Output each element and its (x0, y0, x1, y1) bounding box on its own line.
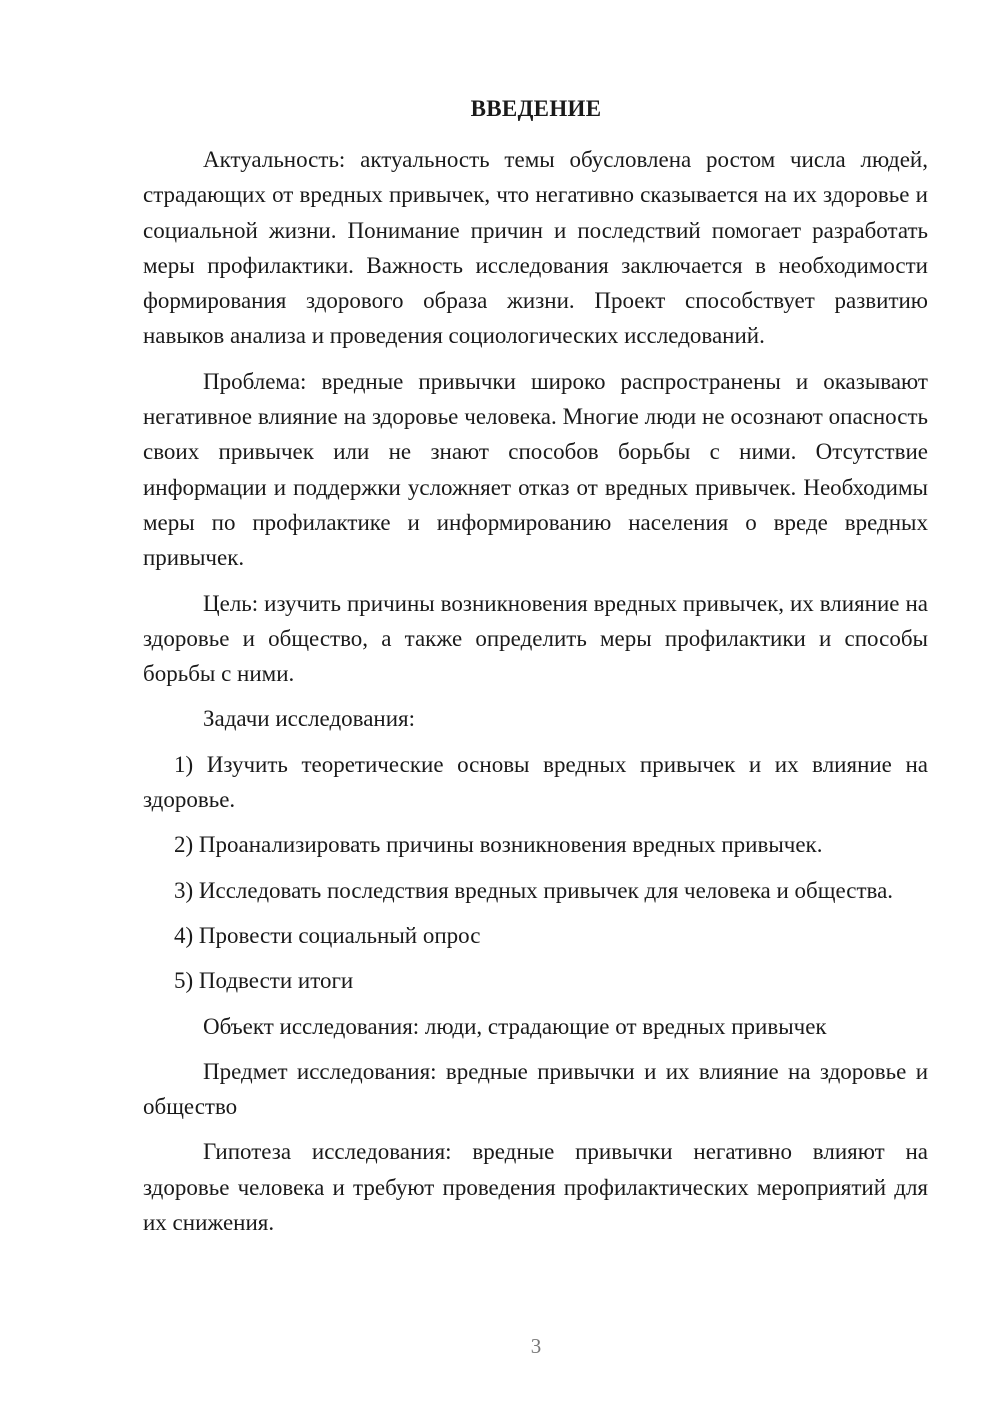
page-number: 3 (530, 1334, 542, 1358)
paragraph-hypothesis: Гипотеза исследования: вредные привычки негативно влияют на здоровье человека и требуют проведения профилактических мероприятий для их снижения. (143, 1139, 928, 1236)
task-item: 3) Исследовать последствия вредных привычек для человека и общества. (174, 877, 894, 903)
paragraph-relevance: Актуальность: актуальность темы обусловлена ростом числа людей, страдающих от вредных привычек, что негативно сказывается на их здоровье и социальной жизни. Понимание причин и последствий помогает разработать меры профилактики. Важность исследования заключается в необходимости формирования здорового образа жизни. Проект способствует развитию навыков анализа и проведения социологических исследований. (143, 147, 928, 349)
paragraph-subject: Предмет исследования: вредные привычки и их влияние на здоровье и общество (143, 1058, 928, 1120)
paragraph-goal: Цель: изучить причины возникновения вредных привычек, их влияние на здоровье и общество, а также определить меры профилактики и способы борьбы с ними. (143, 590, 928, 687)
task-item: 2) Проанализировать причины возникновения вредных привычек. (174, 832, 823, 858)
paragraph-problem: Проблема: вредные привычки широко распространены и оказывают негативное влияние на здоровье человека. Многие люди не осознают опасность своих привычек или не знают способов борьбы с ними. Отсутствие информации и поддержки усложняет отказ от вредных привычек. Необходимы меры по профилактике и информированию населения о вреде вредных привычек. (143, 368, 928, 571)
task-item: 4) Провести социальный опрос (174, 922, 481, 948)
task-item: 5) Подвести итоги (174, 968, 354, 994)
tasks-heading: Задачи исследования: (203, 706, 416, 732)
paragraph-object: Объект исследования: люди, страдающие от вредных привычек (203, 1013, 827, 1039)
task-item: 1) Изучить теоретические основы вредных привычек и их влияние на здоровье. (143, 751, 928, 813)
section-title: ВВЕДЕНИЕ (470, 96, 602, 121)
document-body (143, 142, 928, 1240)
